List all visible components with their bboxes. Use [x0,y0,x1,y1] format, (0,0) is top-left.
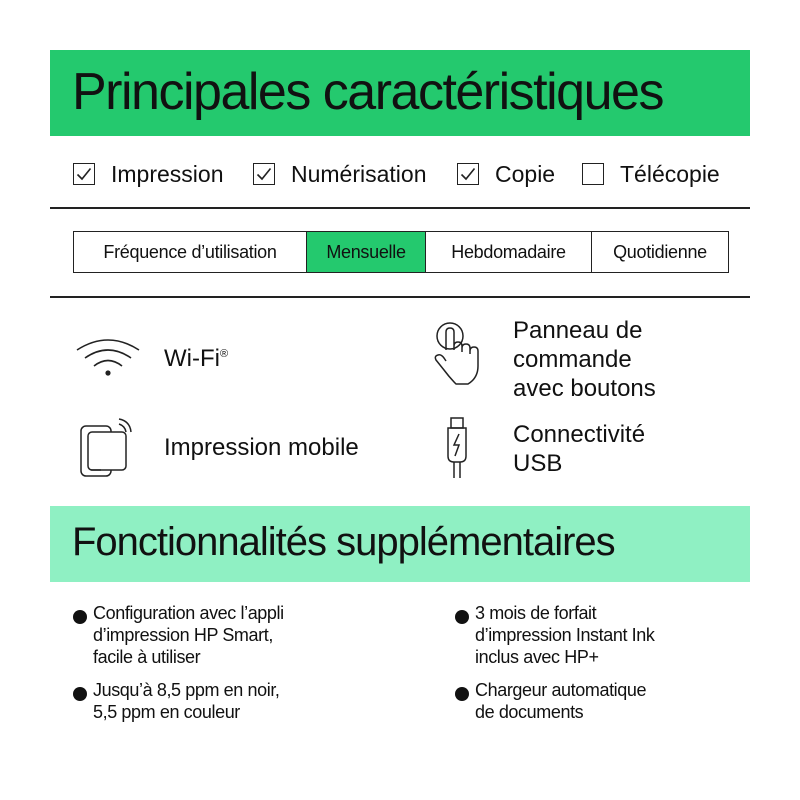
list-item: 3 mois de forfait d’impression Instant Ink inclus avec HP+ [455,602,655,668]
touch-hand-icon [430,320,482,388]
bullet-icon [73,687,87,701]
divider [50,207,750,209]
usage-label: Fréquence d’utilisation [103,241,277,262]
wifi-icon [74,336,142,378]
usage-option-monthly: Mensuelle [306,232,425,272]
feature-label: Impression mobile [164,434,359,461]
feature-label: Connectivité USB [513,421,646,477]
feature-label: Panneau de commande avec boutons [513,317,656,402]
function-copie [457,158,555,190]
page-title: Principales caractéristiques [72,63,663,121]
list-item: Chargeur automatique de documents [455,679,646,723]
function-label: Numérisation [291,160,427,187]
checkbox-unchecked-icon [582,163,604,185]
function-telecopie [582,158,720,190]
function-label: Télécopie [620,160,720,187]
bullet-icon [455,610,469,624]
divider [50,296,750,298]
usage-frequency-table [73,231,729,273]
section-title: Fonctionnalités supplémentaires [72,520,615,564]
list-item: Jusqu’à 8,5 ppm en noir, 5,5 ppm en couleur [73,679,280,723]
function-label: Copie [495,160,556,187]
bullet-icon [455,687,469,701]
feature-label: Wi-Fi® [164,345,229,372]
main-features-banner [50,50,750,136]
functions-row [73,158,733,190]
checkbox-checked-icon [73,163,95,185]
usb-cable-icon [444,416,470,480]
extra-features-banner [50,506,750,582]
function-impression [73,158,223,190]
bullet-icon [73,610,87,624]
function-numerisation [253,158,427,190]
checkbox-checked-icon [253,163,275,185]
function-label: Impression [111,160,224,187]
usage-option-weekly: Hebdomadaire [425,232,591,272]
list-item: Configuration avec l’appli d’impression HP Smart, facile à utiliser [73,602,284,668]
checkbox-checked-icon [457,163,479,185]
mobile-print-icon [79,418,133,478]
usage-option-daily: Quotidienne [591,232,728,272]
